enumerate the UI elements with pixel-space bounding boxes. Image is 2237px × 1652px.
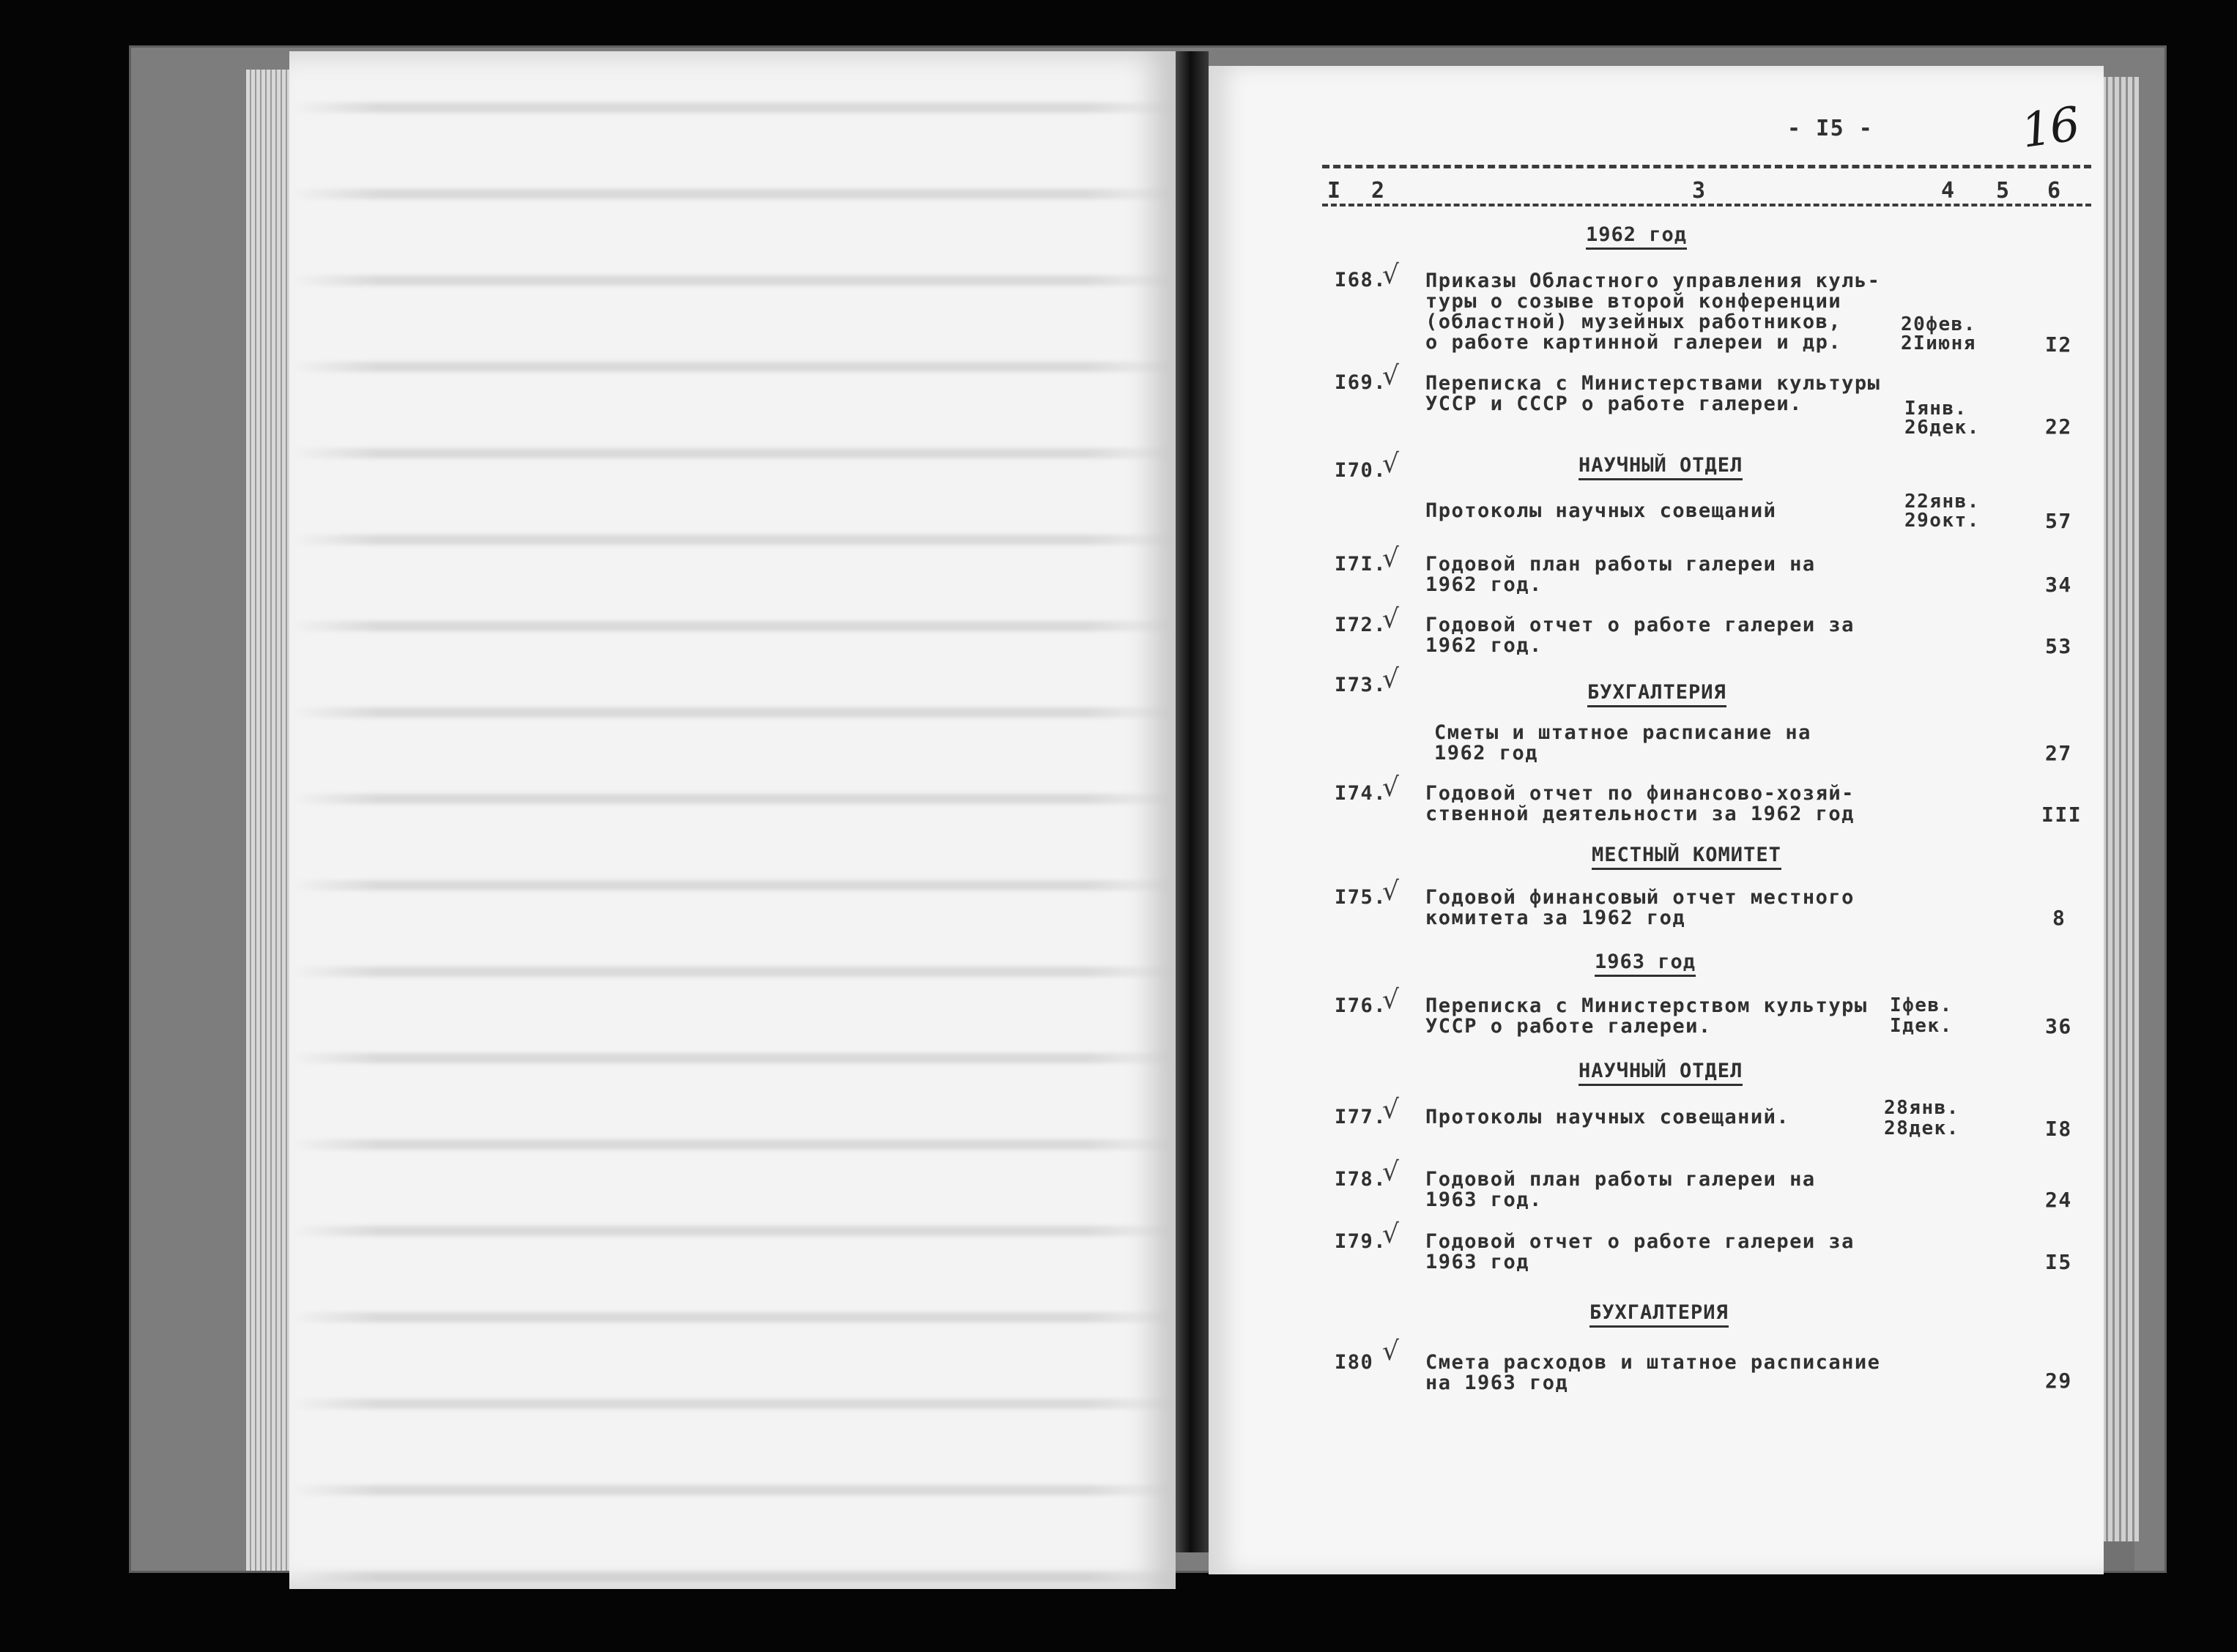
entry-number: I73. <box>1335 674 1387 696</box>
entry-description-line: УССР о работе галереи. <box>1425 1015 1712 1038</box>
column-header-6: 6 <box>2047 178 2062 204</box>
entry-description-line: на 1963 год <box>1425 1372 1569 1394</box>
entry-description-line: (областной) музейных работников, <box>1425 310 1842 333</box>
entry-number: I77. <box>1335 1106 1387 1128</box>
entry-description-line: Переписка с Министерствами культуры <box>1425 372 1881 395</box>
entry-description-line: Сметы и штатное расписание на <box>1434 721 1811 744</box>
column-header-1: I <box>1327 178 1342 204</box>
entry-description-line: 1962 год. <box>1425 573 1543 596</box>
entry-number: I78. <box>1335 1168 1387 1191</box>
entry-date-start: Iфев. <box>1890 994 1953 1016</box>
entry-sheet-count: I2 <box>2045 332 2072 357</box>
section-accounting-1962: БУХГАЛТЕРИЯ <box>1587 681 1726 707</box>
section-1962: 1962 год <box>1586 223 1687 250</box>
section-scientific-dept-1963: НАУЧНЫЙ ОТДЕЛ <box>1578 1060 1743 1086</box>
check-mark-icon: √ <box>1382 543 1399 573</box>
column-header-4: 4 <box>1941 178 1956 204</box>
section-1963: 1963 год <box>1595 950 1696 977</box>
entry-date-end: 26дек. <box>1904 417 1980 439</box>
entry-sheet-count: 24 <box>2045 1188 2072 1212</box>
entry-description-line: 1963 год. <box>1425 1188 1543 1211</box>
page-number: - I5 - <box>1787 116 1874 141</box>
entry-description-line: Смета расходов и штатное расписание <box>1425 1351 1881 1374</box>
entry-sheet-count: 8 <box>2052 906 2066 930</box>
entry-description-line: Протоколы научных совещаний <box>1425 499 1777 522</box>
entry-description-line: Годовой план работы галереи на <box>1425 553 1816 576</box>
entry-description-line: Годовой план работы галереи на <box>1425 1168 1816 1191</box>
entry-number: I80 <box>1335 1351 1374 1374</box>
entry-number: I74. <box>1335 782 1387 805</box>
entry-number: I76. <box>1335 994 1387 1017</box>
entry-description-line: комитета за 1962 год <box>1425 907 1686 929</box>
entry-description-line: УССР и СССР о работе галереи. <box>1425 392 1803 415</box>
entry-sheet-count: 34 <box>2045 573 2072 597</box>
check-mark-icon: √ <box>1382 664 1399 694</box>
check-mark-icon: √ <box>1382 1157 1399 1187</box>
entry-description-line: Годовой отчет о работе галереи за <box>1425 614 1855 636</box>
entry-sheet-count: I8 <box>2045 1117 2072 1141</box>
header-rule-bottom <box>1322 204 2091 209</box>
bleed-through-text <box>289 51 1176 1589</box>
entry-date-end: Iдек. <box>1890 1015 1953 1037</box>
entry-number: I69. <box>1335 371 1387 394</box>
entry-description-line: 1962 год <box>1434 742 1539 764</box>
entry-description-line: Приказы Областного управления куль- <box>1425 269 1881 292</box>
entry-date-start: 20фев. <box>1901 313 1976 335</box>
entry-number: I72. <box>1335 614 1387 636</box>
entry-description-line: 1963 год <box>1425 1251 1530 1273</box>
entry-description-line: ственной деятельности за 1962 год <box>1425 803 1855 825</box>
entry-sheet-count: I5 <box>2045 1250 2072 1274</box>
inventory-list-page <box>1209 66 2104 1574</box>
book-gutter <box>1176 51 1209 1552</box>
entry-sheet-count: 22 <box>2045 414 2072 439</box>
entry-date-start: 28янв. <box>1884 1097 1959 1119</box>
entry-date-start: Iянв. <box>1904 398 1967 420</box>
right-page <box>1209 66 2104 1574</box>
check-mark-icon: √ <box>1382 449 1399 479</box>
entry-description-line: Переписка с Министерством культуры <box>1425 994 1868 1017</box>
archive-sheet-number: 16 <box>2018 97 2082 160</box>
entry-description-line: Годовой финансовый отчет местного <box>1425 886 1855 909</box>
section-local-committee: МЕСТНЫЙ КОМИТЕТ <box>1592 844 1781 870</box>
entry-number: I79. <box>1335 1230 1387 1253</box>
check-mark-icon: √ <box>1382 985 1399 1015</box>
check-mark-icon: √ <box>1382 604 1399 634</box>
entry-description-line: Годовой отчет по финансово-хозяй- <box>1425 782 1855 805</box>
entry-sheet-count: 29 <box>2045 1369 2072 1393</box>
entry-number: I75. <box>1335 886 1387 909</box>
entry-date-start: 22янв. <box>1904 491 1980 513</box>
entry-sheet-count: III <box>2041 803 2082 827</box>
section-accounting-1963: БУХГАЛТЕРИЯ <box>1589 1301 1729 1328</box>
entry-number: I68. <box>1335 269 1387 291</box>
entry-description-line: Годовой отчет о работе галереи за <box>1425 1230 1855 1253</box>
check-mark-icon: √ <box>1382 260 1399 290</box>
column-header-2: 2 <box>1371 178 1386 204</box>
entry-number: I7I. <box>1335 553 1387 576</box>
header-rule-top <box>1322 165 2091 173</box>
entry-description-line: о работе картинной галереи и др. <box>1425 331 1842 354</box>
section-scientific-dept-1962: НАУЧНЫЙ ОТДЕЛ <box>1578 454 1743 480</box>
check-mark-icon: √ <box>1382 1219 1399 1249</box>
entry-sheet-count: 57 <box>2045 509 2072 533</box>
check-mark-icon: √ <box>1382 773 1399 803</box>
entry-date-end: 2Iиюня <box>1901 332 1976 354</box>
entry-date-end: 28дек. <box>1884 1117 1959 1139</box>
entry-description-line: туры о созыве второй конференции <box>1425 290 1842 313</box>
entry-description-line: 1962 год. <box>1425 634 1543 657</box>
check-mark-icon: √ <box>1382 1095 1399 1125</box>
left-page-blank <box>289 51 1176 1589</box>
entry-sheet-count: 53 <box>2045 634 2072 658</box>
entry-date-end: 29окт. <box>1904 510 1980 532</box>
entry-description-line: Протоколы научных совещаний. <box>1425 1106 1790 1128</box>
check-mark-icon: √ <box>1382 877 1399 907</box>
entry-sheet-count: 27 <box>2045 741 2072 765</box>
entry-number: I70. <box>1335 459 1387 482</box>
entry-sheet-count: 36 <box>2045 1014 2072 1038</box>
column-header-3: 3 <box>1692 178 1707 204</box>
check-mark-icon: √ <box>1382 361 1399 391</box>
check-mark-icon: √ <box>1382 1336 1399 1366</box>
column-header-5: 5 <box>1996 178 2011 204</box>
